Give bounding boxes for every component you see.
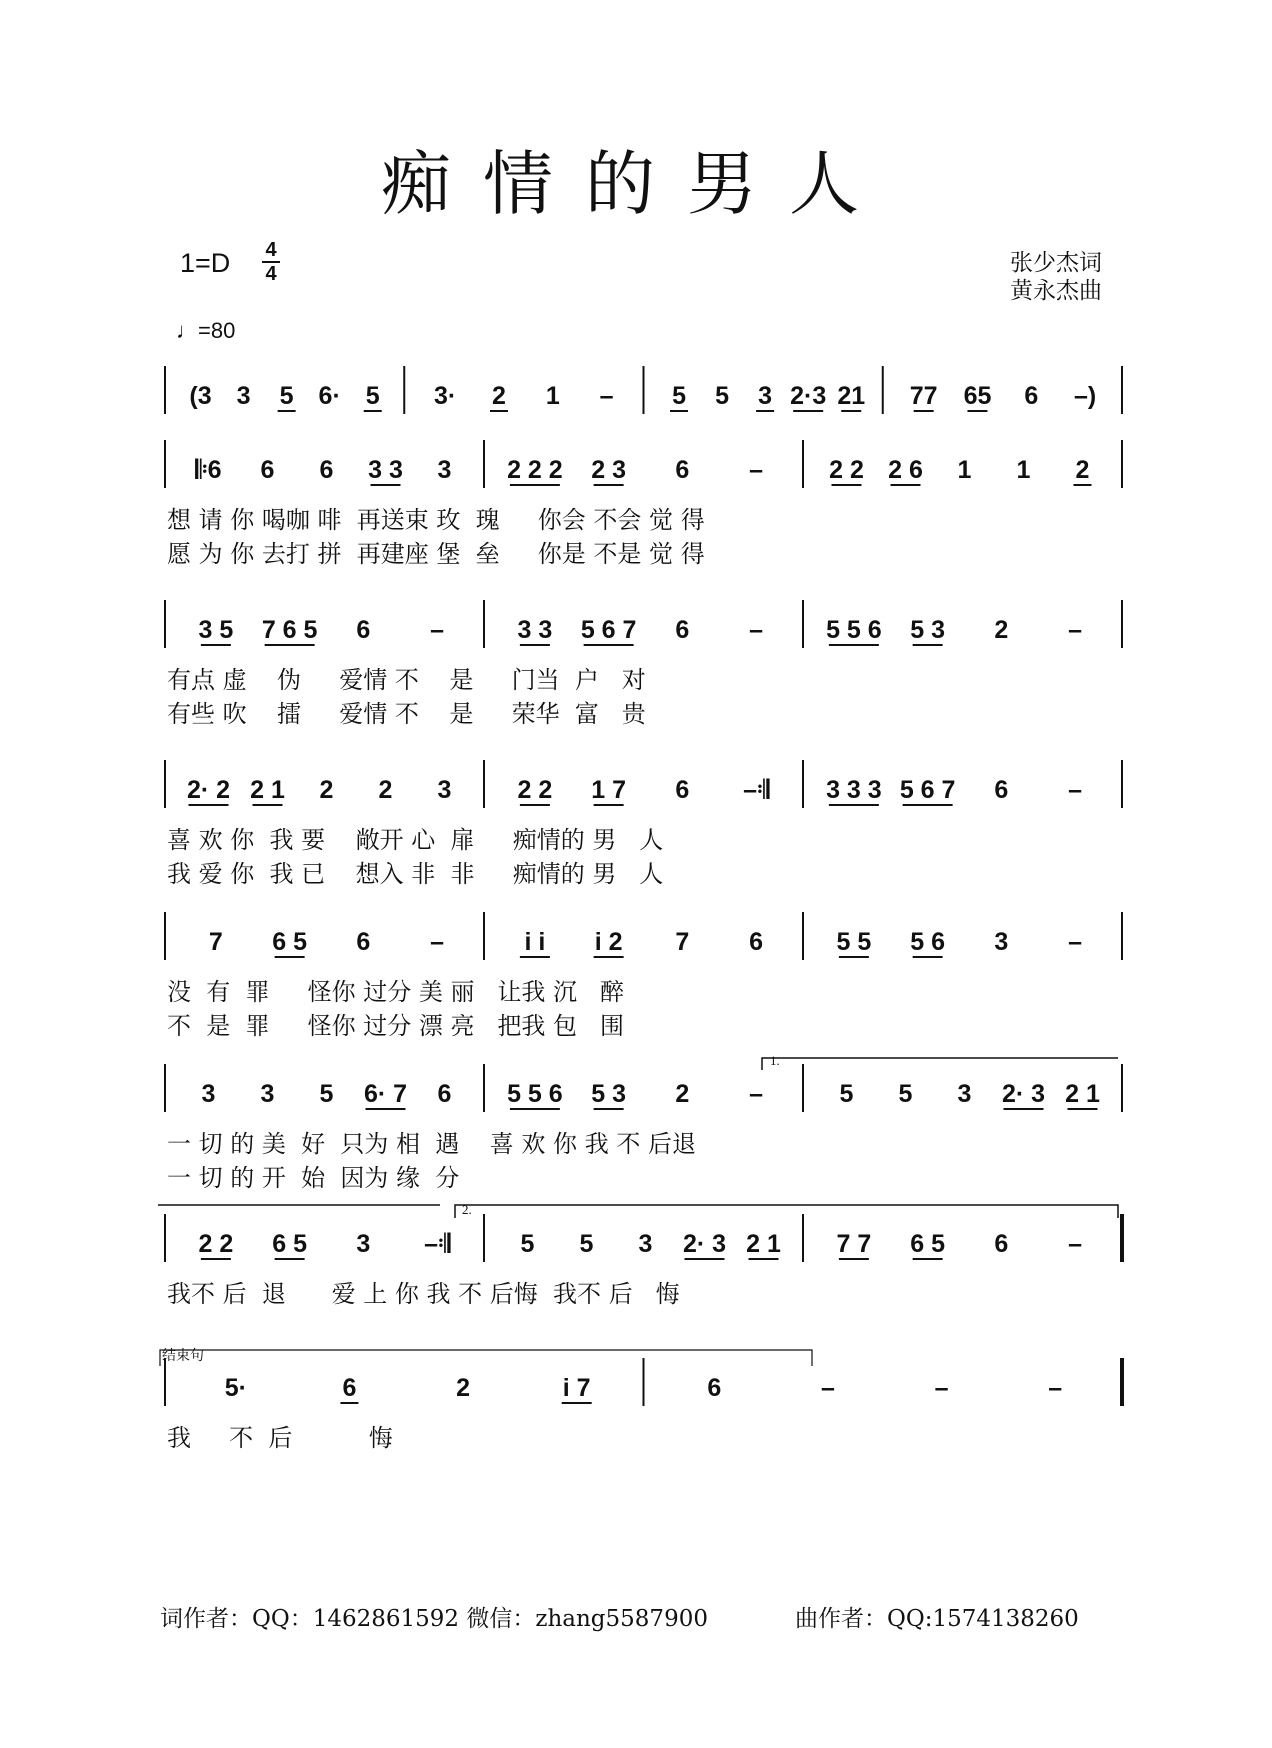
note: 21 (837, 382, 866, 410)
volta-label: 1. (770, 1053, 780, 1068)
note: i i (524, 928, 546, 956)
lyricist-credit: 张少杰词 (1010, 250, 1102, 276)
note: –) (1073, 382, 1097, 410)
note: 2· 3 (1001, 1080, 1046, 1108)
tempo-marking: ♩=80 (176, 318, 236, 343)
note: 1 (957, 456, 972, 484)
note: 2 (492, 382, 506, 410)
lyric-line: 我 爱 你 我 已 想入 非 非 痴情的 男 人 (167, 860, 664, 888)
note: 3 5 (198, 616, 234, 644)
note: 2·3 (790, 382, 827, 410)
note: 6· (318, 382, 341, 410)
note: – (1068, 616, 1083, 644)
volta-bracket (762, 1058, 1118, 1070)
note: 2 1 (250, 776, 285, 804)
note: 3 3 (517, 616, 553, 644)
note: 2· 3 (682, 1230, 727, 1258)
note: 6 5 (272, 1230, 308, 1258)
note: (3 (189, 382, 212, 410)
note: 3 (260, 1080, 275, 1108)
lyric-line: 有些 吹 擂 爱情 不 是 荣华 富 贵 (167, 700, 646, 728)
note: 2 3 (591, 456, 627, 484)
note: 2 2 (517, 776, 553, 804)
note: 6 (437, 1080, 452, 1108)
note: 3 (437, 776, 452, 804)
coda-bracket (160, 1350, 812, 1366)
note: 2 2 (198, 1230, 234, 1258)
note: 1 (545, 382, 560, 410)
note: 7 7 (836, 1230, 872, 1258)
note: 5 6 7 (580, 616, 637, 644)
note: 3 3 3 (826, 776, 882, 804)
lyric-line: 一 切 的 美 好 只为 相 遇 喜 欢 你 我 不 后退 (167, 1130, 696, 1158)
lyric-line: 有点 虚 伪 爱情 不 是 门当 户 对 (167, 666, 646, 694)
note: 6 (675, 616, 690, 644)
note: 2 1 (746, 1230, 781, 1258)
lyricist-contact: 词作者：QQ：1462861592 微信：zhang5587900 (160, 1606, 708, 1632)
note: – (1068, 1230, 1083, 1258)
note: 7 (208, 928, 223, 956)
note: 1 7 (591, 776, 627, 804)
lyric-line: 愿 为 你 去打 拼 再建座 堡 垒 你是 不是 觉 得 (167, 540, 705, 568)
note: 7 (675, 928, 690, 956)
lyric-line: 喜 欢 你 我 要 敞开 心 扉 痴情的 男 人 (167, 826, 664, 854)
note: 3 (638, 1230, 653, 1258)
note: 6 (994, 776, 1009, 804)
note: – (749, 456, 764, 484)
note: 6 (319, 456, 334, 484)
note: – (749, 616, 764, 644)
note: 5 (715, 382, 730, 410)
note: 2 (994, 616, 1009, 644)
note: 5 (520, 1230, 535, 1258)
note: 6 (1024, 382, 1039, 410)
time-signature-bottom: 4 (265, 263, 277, 285)
volta-label: 2. (462, 1202, 472, 1217)
key-signature: 1=D (180, 248, 231, 278)
note: 6 5 (272, 928, 308, 956)
note: 7 6 5 (261, 616, 318, 644)
lyric-line: 没 有 罪 怪你 过分 美 丽 让我 沉 醉 (167, 978, 624, 1006)
note: 5 (898, 1080, 913, 1108)
lyric-line: 一 切 的 开 始 因为 缘 分 (167, 1164, 460, 1192)
note: 2 (1075, 456, 1090, 484)
note: 5 5 (836, 928, 872, 956)
note: 2 (319, 776, 334, 804)
note: 𝄆6 (195, 456, 222, 484)
note: 5 6 (910, 928, 946, 956)
note: 5· (224, 1374, 247, 1402)
note: 6 (675, 456, 690, 484)
note: i 7 (562, 1374, 591, 1402)
note: 6· 7 (363, 1080, 408, 1108)
note: – (430, 616, 445, 644)
composer-contact: 曲作者：QQ:1574138260 (795, 1606, 1079, 1632)
note: 6 (356, 616, 371, 644)
note: 5 3 (910, 616, 946, 644)
note: 5 3 (591, 1080, 627, 1108)
note: 2 (456, 1374, 471, 1402)
note: 6 (342, 1374, 357, 1402)
note: 77 (909, 382, 938, 410)
note: 5 (279, 382, 294, 410)
note: – (820, 1374, 835, 1402)
note: 2· 2 (186, 776, 231, 804)
note: 2 2 (829, 456, 864, 484)
note: 2 (675, 1080, 690, 1108)
time-signature-top: 4 (265, 239, 277, 261)
note: 6 (356, 928, 371, 956)
note: 2 (378, 776, 393, 804)
coda-label: 结束句 (162, 1348, 204, 1364)
note: 3· (434, 382, 457, 410)
note: i 2 (594, 928, 623, 956)
note: 6 (260, 456, 275, 484)
composer-credit: 黄永杰曲 (1010, 278, 1102, 304)
note: 3 (957, 1080, 972, 1108)
note: 6 (675, 776, 690, 804)
note: – (430, 928, 445, 956)
note: – (1068, 928, 1083, 956)
note: 2 2 2 (507, 456, 563, 484)
note: 3 (994, 928, 1009, 956)
note: 5 (365, 382, 380, 410)
note: – (1048, 1374, 1063, 1402)
note: 5 (319, 1080, 334, 1108)
note: 65 (963, 382, 992, 410)
lyric-line: 我 不 后 悔 (167, 1424, 393, 1452)
note: 3 (201, 1080, 216, 1108)
note: – (1068, 776, 1083, 804)
note: 3 (758, 382, 773, 410)
note: 3 (356, 1230, 371, 1258)
note: 2 6 (888, 456, 923, 484)
note: 6 (707, 1374, 722, 1402)
lyric-line: 想 请 你 喝咖 啡 再送束 玫 瑰 你会 不会 觉 得 (167, 506, 705, 534)
note: 1 (1016, 456, 1031, 484)
note: 2 1 (1065, 1080, 1100, 1108)
note: 6 5 (910, 1230, 946, 1258)
note: 5 6 7 (899, 776, 956, 804)
note: 6 (994, 1230, 1009, 1258)
note: – (599, 382, 614, 410)
note: –𝄇 (424, 1230, 451, 1258)
note: – (749, 1080, 764, 1108)
note: 5 5 6 (826, 616, 882, 644)
note: 3 3 (368, 456, 403, 484)
note: 5 (672, 382, 686, 410)
note: 5 (579, 1230, 594, 1258)
note: 5 (839, 1080, 854, 1108)
note: –𝄇 (743, 776, 770, 804)
note: 6 (749, 928, 764, 956)
note: – (934, 1374, 949, 1402)
note: 3 (437, 456, 452, 484)
song-title: 痴情的男人 (381, 143, 891, 225)
volta-bracket (455, 1205, 1118, 1218)
lyric-line: 不 是 罪 怪你 过分 漂 亮 把我 包 围 (167, 1012, 624, 1040)
lyric-line: 我不 后 退 爱 上 你 我 不 后悔 我不 后 悔 (167, 1280, 680, 1308)
note: 5 5 6 (507, 1080, 563, 1108)
note: 3 (236, 382, 251, 410)
